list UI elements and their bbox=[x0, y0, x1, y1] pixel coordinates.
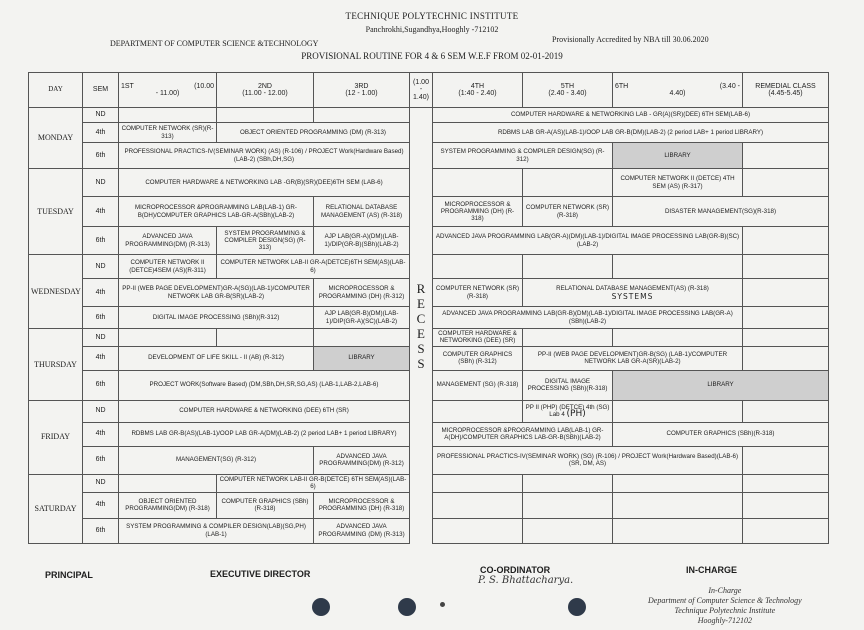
p4-time: (1:40 - 2.40) bbox=[458, 90, 497, 97]
recess-letter: E bbox=[417, 295, 425, 311]
recess-letter: S bbox=[417, 355, 425, 371]
class-cell: LIBRARY bbox=[613, 370, 829, 400]
sem-label: 4th bbox=[83, 279, 119, 307]
coordinator-signature: P. S. Bhattacharya. bbox=[478, 575, 574, 586]
empty-cell bbox=[119, 108, 217, 123]
institute-name: TECHNIQUE POLYTECHNIC INSTITUTE bbox=[345, 11, 519, 21]
empty-cell bbox=[523, 255, 613, 279]
accreditation-note: Provisionally Accredited by NBA till 30.06.2020 bbox=[552, 35, 709, 44]
row-mon-nd bbox=[29, 108, 829, 123]
punch-hole bbox=[568, 598, 586, 616]
empty-cell bbox=[743, 255, 829, 279]
ink-dot bbox=[440, 602, 445, 607]
sem-label: 6th bbox=[83, 446, 119, 474]
department-stamp bbox=[648, 586, 802, 626]
class-cell: COMPUTER NETWORK LAB-II GR-B(DETCE) 6TH SEM(AS)(LAB-6) bbox=[217, 474, 410, 492]
coordinator-label: CO-ORDINATOR bbox=[480, 565, 551, 575]
empty-cell bbox=[523, 492, 613, 518]
empty-cell bbox=[743, 400, 829, 422]
in-charge-label: IN-CHARGE bbox=[686, 565, 737, 575]
class-cell: RDBMS LAB GR-B(AS)(LAB-1)/OOP LAB GR-A(DM)(LAB-2) (2 period LAB+ 1 period LIBRARY) bbox=[119, 422, 410, 446]
class-cell: DEVELOPMENT OF LIFE SKILL - II (AB) (R-312) bbox=[119, 346, 314, 370]
routine-table bbox=[28, 72, 829, 544]
class-cell: COMPUTER HARDWARE & NETWORKING (DEE) (SR) bbox=[433, 329, 523, 347]
class-cell: COMPUTER GRAPHICS (SBh) (R-312) bbox=[433, 346, 523, 370]
punch-hole bbox=[398, 598, 416, 616]
recess-letter: R bbox=[416, 280, 426, 296]
department-name: DEPARTMENT OF COMPUTER SCIENCE &TECHNOLOGY bbox=[110, 39, 319, 48]
class-cell: DIGITAL IMAGE PROCESSING (SBh)(R-312) bbox=[119, 307, 314, 329]
empty-cell bbox=[433, 400, 523, 422]
class-cell: OBJECT ORIENTED PROGRAMMING (DM) (R-313) bbox=[217, 123, 410, 143]
sem-label: ND bbox=[83, 169, 119, 197]
sem-label: ND bbox=[83, 108, 119, 123]
p5-time: (2.40 - 3.40) bbox=[548, 90, 587, 97]
empty-cell bbox=[743, 492, 829, 518]
empty-cell bbox=[217, 329, 314, 347]
class-cell bbox=[523, 400, 613, 422]
sem-label: 6th bbox=[83, 307, 119, 329]
sem-label: ND bbox=[83, 329, 119, 347]
day-wednesday: WEDNESDAY bbox=[29, 255, 83, 329]
class-cell: AJP LAB(GR-B)(DM)(LAB-1)/DIP(GR-A)(SC)(LAB-2) bbox=[314, 307, 410, 329]
empty-cell bbox=[613, 474, 743, 492]
class-cell: PROJECT WORK(Software Based) (DM,SBh,DH,SR,SG,AS) (LAB-1,LAB-2,LAB-6) bbox=[119, 370, 410, 400]
day-thursday: THURSDAY bbox=[29, 329, 83, 401]
class-cell: ADVANCED JAVA PROGRAMMING LAB(GR-A)(DM)(LAB-1)/DIGITAL IMAGE PROCESSING LAB(GR-B)(SC)(LAB-2) bbox=[433, 227, 743, 255]
p1-time-b: - 11.00) bbox=[155, 90, 180, 97]
class-cell: MICROPROCESSOR &PROGRAMMING LAB(LAB-1) GR-A(DH)/COMPUTER GRAPHICS LAB-GR-B(SBh)(LAB-2) bbox=[433, 422, 613, 446]
sem-label: 6th bbox=[83, 518, 119, 543]
class-cell: PP-II (WEB PAGE DEVELOPMENT)GR-B(SG) (LAB-1)/COMPUTER NETWORK LAB GR-A(SR)(LAB-2) bbox=[523, 346, 743, 370]
class-cell: AJP LAB(GR-A)(DM)(LAB-1)/DIP(GR-B)(SBh)(LAB-2) bbox=[314, 227, 410, 255]
empty-cell bbox=[743, 279, 829, 307]
empty-cell bbox=[613, 400, 743, 422]
empty-cell bbox=[743, 346, 829, 370]
class-cell: SYSTEM PROGRAMMING & COMPILER DESIGN(SG) (R-312) bbox=[433, 143, 613, 169]
class-cell: ADVANCED JAVA PROGRAMMING(DM) (R-313) bbox=[119, 227, 217, 255]
p3-name: 3RD bbox=[354, 82, 369, 90]
sem-label: 4th bbox=[83, 346, 119, 370]
class-cell: RELATIONAL DATABASE MANAGEMENT (AS) (R-318) bbox=[314, 197, 410, 227]
class-cell: COMPUTER NETWORK II (DETCE)4SEM (AS)(R-311) bbox=[119, 255, 217, 279]
empty-cell bbox=[613, 255, 743, 279]
col-remedial bbox=[743, 73, 829, 108]
empty-cell bbox=[613, 492, 743, 518]
day-saturday: SATURDAY bbox=[29, 474, 83, 543]
class-cell: PROFESSIONAL PRACTICS-IV(SEMINAR WORK) (SG) (R-106) / PROJECT Work(Hardware Based)(LAB-6) (SR, DM, AS) bbox=[433, 446, 743, 474]
class-cell: DISASTER MANAGEMENT(SG)(R-318) bbox=[613, 197, 829, 227]
empty-cell bbox=[523, 169, 613, 197]
routine-title: PROVISIONAL ROUTINE FOR 4 & 6 SEM W.E.F FROM 02-01-2019 bbox=[301, 51, 563, 61]
col-period-4 bbox=[433, 73, 523, 108]
p6-name: 6TH bbox=[615, 82, 629, 90]
p2-name: 2ND bbox=[257, 82, 272, 90]
header-row bbox=[29, 73, 829, 108]
col-recess: (1.00 - 1.40) bbox=[410, 73, 433, 108]
p2-time: (11.00 - 12.00) bbox=[242, 90, 288, 97]
empty-cell bbox=[523, 474, 613, 492]
class-text: PP II (PHP) (DETCE) 4th (SG) Lab 4 bbox=[525, 403, 610, 419]
empty-cell bbox=[613, 329, 743, 347]
class-cell: LIBRARY bbox=[314, 346, 410, 370]
class-cell: MICROPROCESSOR &PROGRAMMING LAB(LAB-1) GR-B(DH)/COMPUTER GRAPHICS LAB-GR-A(SBh)(LAB-2) bbox=[119, 197, 314, 227]
handwritten-note: SYSTEMS bbox=[611, 291, 654, 301]
day-tuesday: TUESDAY bbox=[29, 169, 83, 255]
remedial-time: (4.45-5.45) bbox=[768, 90, 803, 97]
empty-cell bbox=[743, 329, 829, 347]
empty-cell bbox=[523, 329, 613, 347]
day-friday: FRIDAY bbox=[29, 400, 83, 474]
class-cell: ADVANCED JAVA PROGRAMMING (DM) (R-313) bbox=[314, 518, 410, 543]
class-cell: COMPUTER HARDWARE & NETWORKING LAB -GR(B)(SR)(DEE)6TH SEM (LAB-6) bbox=[119, 169, 410, 197]
sem-label: ND bbox=[83, 400, 119, 422]
p1-time-a: (10.00 bbox=[194, 82, 214, 90]
stamp-line: Technique Polytechnic Institute bbox=[674, 606, 776, 615]
class-cell: MANAGEMENT (SG) (R-318) bbox=[433, 370, 523, 400]
sem-label: 6th bbox=[83, 370, 119, 400]
empty-cell bbox=[314, 108, 410, 123]
empty-cell bbox=[433, 474, 523, 492]
principal-label: PRINCIPAL bbox=[45, 570, 93, 580]
recess-letter: S bbox=[417, 340, 425, 356]
day-monday: MONDAY bbox=[29, 108, 83, 169]
class-cell: COMPUTER NETWORK (SR)(R-313) bbox=[119, 123, 217, 143]
empty-cell bbox=[613, 518, 743, 543]
class-cell: MANAGEMENT(SG) (R-312) bbox=[119, 446, 314, 474]
empty-cell bbox=[743, 307, 829, 329]
executive-director-label: EXECUTIVE DIRECTOR bbox=[210, 569, 311, 579]
empty-cell bbox=[743, 169, 829, 197]
empty-cell bbox=[433, 169, 523, 197]
recess-letter: E bbox=[417, 325, 425, 341]
sem-label: 6th bbox=[83, 227, 119, 255]
class-cell: SYSTEM PROGRAMMING & COMPILER DESIGN(SG) (R-313) bbox=[217, 227, 314, 255]
sem-label: ND bbox=[83, 255, 119, 279]
col-period-3 bbox=[314, 73, 410, 108]
class-cell: COMPUTER NETWORK (SR) (R-318) bbox=[433, 279, 523, 307]
class-cell: LIBRARY bbox=[613, 143, 743, 169]
empty-cell bbox=[314, 329, 410, 347]
col-period-6 bbox=[613, 73, 743, 108]
col-sem: SEM bbox=[83, 73, 119, 108]
remedial-label: REMEDIAL CLASS bbox=[755, 82, 816, 90]
col-period-1 bbox=[119, 73, 217, 108]
institute-address: Panchrokhi,Sugandhya,Hooghly -712102 bbox=[365, 25, 499, 34]
class-cell: OBJECT ORIENTED PROGRAMMING(DM) (R-318) bbox=[119, 492, 217, 518]
col-period-2 bbox=[217, 73, 314, 108]
empty-cell bbox=[119, 474, 217, 492]
p6-time-b: 4.40) bbox=[669, 90, 686, 97]
empty-cell bbox=[743, 474, 829, 492]
class-cell bbox=[523, 279, 743, 307]
class-cell: MICROPROCESSOR & PROGRAMMING (DH) (R-312) bbox=[314, 279, 410, 307]
empty-cell bbox=[743, 446, 829, 474]
empty-cell bbox=[743, 518, 829, 543]
sem-label: 4th bbox=[83, 492, 119, 518]
p5-name: 5TH bbox=[560, 82, 575, 90]
empty-cell bbox=[119, 329, 217, 347]
sem-label: 4th bbox=[83, 123, 119, 143]
class-cell: PROFESSIONAL PRACTICS-IV(SEMINAR WORK) (AS) (R-106) / PROJECT Work(Hardware Based)(LAB-2) (SBh,DH,SG) bbox=[119, 143, 410, 169]
p4-name: 4TH bbox=[470, 82, 485, 90]
class-cell: COMPUTER HARDWARE & NETWORKING (DEE) 6TH (SR) bbox=[119, 400, 410, 422]
empty-cell bbox=[433, 518, 523, 543]
col-day: DAY bbox=[29, 73, 83, 108]
class-cell: RDBMS LAB GR-A(AS)(LAB-1)/OOP LAB GR-B(DM)(LAB-2) (2 period LAB+ 1 period LIBRARY) bbox=[433, 123, 829, 143]
class-cell: COMPUTER NETWORK LAB-II GR-A(DETCE)6TH SEM(AS)(LAB-6) bbox=[217, 255, 410, 279]
punch-hole bbox=[312, 598, 330, 616]
sem-label: 4th bbox=[83, 422, 119, 446]
sem-label: ND bbox=[83, 474, 119, 492]
class-cell: MICROPROCESSOR & PROGRAMMING (DH) (R-318) bbox=[314, 492, 410, 518]
class-cell: COMPUTER GRAPHICS (SBh)(R-318) bbox=[217, 492, 314, 518]
sem-label: 6th bbox=[83, 143, 119, 169]
class-cell: ADVANCED JAVA PROGRAMMING(DM) (R-312) bbox=[314, 446, 410, 474]
class-cell: DIGITAL IMAGE PROCESSING (SBh)(R-318) bbox=[523, 370, 613, 400]
handwritten-note: (PH) bbox=[566, 409, 586, 420]
sem-label: 4th bbox=[83, 197, 119, 227]
empty-cell bbox=[743, 143, 829, 169]
p6-time-a: (3.40 - bbox=[719, 82, 740, 90]
empty-cell bbox=[433, 492, 523, 518]
class-cell: COMPUTER HARDWARE & NETWORKING LAB - GR(A)(SR)(DEE) 6TH SEM(LAB-6) bbox=[433, 108, 829, 123]
class-cell: COMPUTER NETWORK II (DETCE) 4TH SEM (AS) (R-317) bbox=[613, 169, 743, 197]
p1-name: 1ST bbox=[121, 82, 134, 90]
empty-cell bbox=[433, 255, 523, 279]
stamp-line: Department of Computer Science & Technology bbox=[648, 596, 802, 605]
class-cell: ADVANCED JAVA PROGRAMMING LAB(GR-B)(DM)(LAB-1)/DIGITAL IMAGE PROCESSING LAB(GR-A)(SBh)(LAB-2) bbox=[433, 307, 743, 329]
class-cell: COMPUTER GRAPHICS (SBh)(R-318) bbox=[613, 422, 829, 446]
empty-cell bbox=[523, 518, 613, 543]
class-cell: MICROPROCESSOR & PROGRAMMING (DH) (R-318) bbox=[433, 197, 523, 227]
col-period-5 bbox=[523, 73, 613, 108]
stamp-line: In-Charge bbox=[708, 586, 742, 595]
stamp-line: Hooghly-712102 bbox=[697, 616, 752, 625]
class-cell: COMPUTER NETWORK (SR)(R-318) bbox=[523, 197, 613, 227]
empty-cell bbox=[743, 227, 829, 255]
class-cell: PP-II (WEB PAGE DEVELOPMENT)GR-A(SG)(LAB-1)/COMPUTER NETWORK LAB GR-B(SR)(LAB-2) bbox=[119, 279, 314, 307]
class-cell: SYSTEM PROGRAMMING & COMPILER DESIGN(LAB)(SG,PH)(LAB-1) bbox=[119, 518, 314, 543]
p3-time: (12 - 1.00) bbox=[345, 90, 378, 97]
recess-letter: C bbox=[416, 310, 426, 326]
class-text: RELATIONAL DATABASE MANAGEMENT(AS) (R-318) bbox=[556, 285, 709, 293]
empty-cell bbox=[217, 108, 314, 123]
recess-column bbox=[410, 108, 433, 544]
